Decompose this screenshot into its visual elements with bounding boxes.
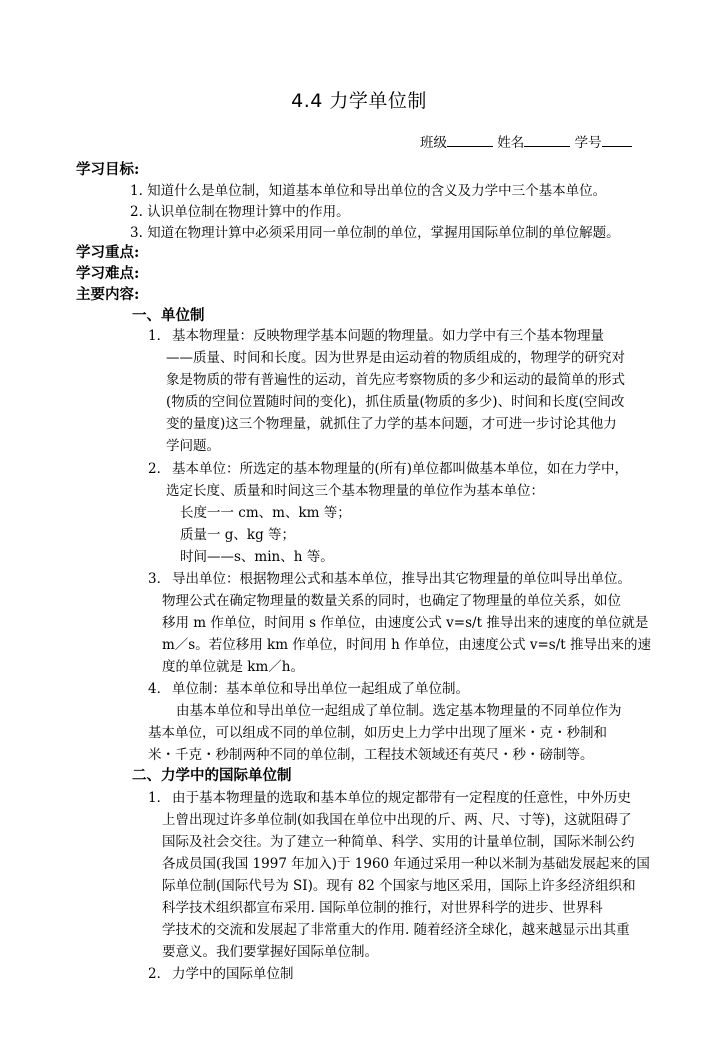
s2-p1-line: 由于基本物理量的选取和基本单位的规定都带有一定程度的任意性，中外历史: [172, 790, 631, 806]
s1-p1-line: 变的量度)这三个物理量，就抓住了力学的基本问题，才可进一步讨论其他力: [166, 416, 617, 432]
s2-p2-line: 力学中的国际单位制: [172, 966, 294, 982]
s1-p1-line: 基本物理量：反映物理学基本问题的物理量。如力学中有三个基本物理量: [172, 328, 604, 344]
class-blank[interactable]: [447, 135, 493, 147]
s1-p3-line: 导出单位：根据物理公式和基本单位，推导出其它物理量的单位叫导出单位。: [172, 571, 631, 587]
objective-item: 3. 知道在物理计算中必须采用同一单位制的单位，掌握用国际单位制的单位解题。: [130, 225, 620, 241]
s1-p4-cont-line: 米・千克・秒制两种不同的单位制，工程技术领域还有英尺・秒・磅制等。: [148, 747, 594, 763]
id-label: 学号: [574, 135, 602, 151]
s1-p3-line: m／s。若位移用 km 作单位，时间用 h 作单位，由速度公式 v=s/t 推导出来的速: [162, 637, 651, 653]
s2-p1-line: 科学技术组织都宣布采用. 国际单位制的推行，对世界科学的进步、世界科: [162, 900, 603, 916]
s1-p3-line: 度的单位就是 km／h。: [162, 659, 304, 675]
s1-p2-number: 2．: [148, 461, 171, 477]
student-info-line: [420, 131, 632, 151]
objective-item: 1. 知道什么是单位制，知道基本单位和导出单位的含义及力学中三个基本单位。: [130, 183, 607, 199]
s1-p1-number: 1．: [148, 328, 171, 344]
objective-item: 2. 认识单位制在物理计算中的作用。: [130, 204, 350, 220]
objectives-heading: 学习目标:: [76, 161, 140, 178]
page-title: 4.4 力学单位制: [291, 90, 427, 112]
s2-p2-number: 2．: [148, 966, 171, 982]
s2-p1-line: 际单位制(国际代号为 SI)。现有 82 个国家与地区采用，国际上许多经济组织和: [162, 878, 636, 894]
name-label: 姓名: [497, 135, 525, 151]
unit-item: 时间——s、min、h 等。: [180, 549, 334, 565]
id-blank[interactable]: [602, 135, 632, 147]
s1-p4-line: 单位制：基本单位和导出单位一起组成了单位制。: [172, 681, 469, 697]
s1-p4-cont-line: 基本单位，可以组成不同的单位制，如历史上力学中出现了厘米・克・秒制和: [148, 725, 607, 741]
main-content-heading: 主要内容:: [76, 286, 140, 303]
unit-item: 质量一 g、kg 等；: [180, 527, 296, 543]
s1-p2-line: 选定长度、质量和时间这三个基本物理量的单位作为基本单位：: [166, 483, 544, 499]
s2-p1-line: 要意义。我们要掌握好国际单位制。: [162, 944, 378, 960]
s1-p4-cont-line: 由基本单位和导出单位一起组成了单位制。选定基本物理量的不同单位作为: [176, 703, 622, 719]
name-blank[interactable]: [524, 135, 570, 147]
s2-p1-number: 1．: [148, 790, 171, 806]
difficulties-heading: 学习难点:: [76, 265, 140, 282]
s1-p1-line: ——质量、时间和长度。因为世界是由运动着的物质组成的，物理学的研究对: [166, 350, 625, 366]
s1-p4-number: 4．: [148, 681, 171, 697]
section1-heading: 一、单位制: [132, 307, 205, 324]
s2-p1-line: 各成员国(我国 1997 年加入)于 1960 年通过采用一种以米制为基础发展起来的国: [162, 856, 650, 872]
s1-p1-line: (物质的空间位置随时间的变化)，抓住质量(物质的多少)、时间和长度(空间改: [166, 394, 625, 410]
s2-p1-line: 学技术的交流和发展起了非常重大的作用. 随着经济全球化，越来越显示出其重: [162, 922, 630, 938]
s1-p1-line: 象是物质的带有普遍性的运动，首先应考察物质的多少和运动的最简单的形式: [166, 372, 625, 388]
section2-heading: 二、力学中的国际单位制: [132, 767, 292, 784]
s1-p3-number: 3．: [148, 571, 171, 587]
s1-p2-line: 基本单位：所选定的基本物理量的(所有)单位都叫做基本单位，如在力学中，: [172, 461, 629, 477]
s1-p3-line: 移用 m 作单位，时间用 s 作单位，由速度公式 v=s/t 推导出来的速度的单位就是: [162, 615, 649, 631]
class-label: 班级: [420, 135, 447, 151]
s2-p1-line: 上曾出现过许多单位制(如我国在单位中出现的斤、两、尺、寸等)，这就阻碍了: [162, 812, 632, 828]
unit-item: 长度一一 cm、m、km 等；: [180, 505, 351, 521]
s1-p3-line: 物理公式在确定物理量的数量关系的同时，也确定了物理量的单位关系，如位: [162, 593, 621, 609]
s2-p1-line: 国际及社会交往。为了建立一种简单、科学、实用的计量单位制，国际米制公约: [162, 834, 635, 850]
key-points-heading: 学习重点:: [76, 244, 140, 261]
s1-p1-line: 学问题。: [166, 438, 220, 454]
